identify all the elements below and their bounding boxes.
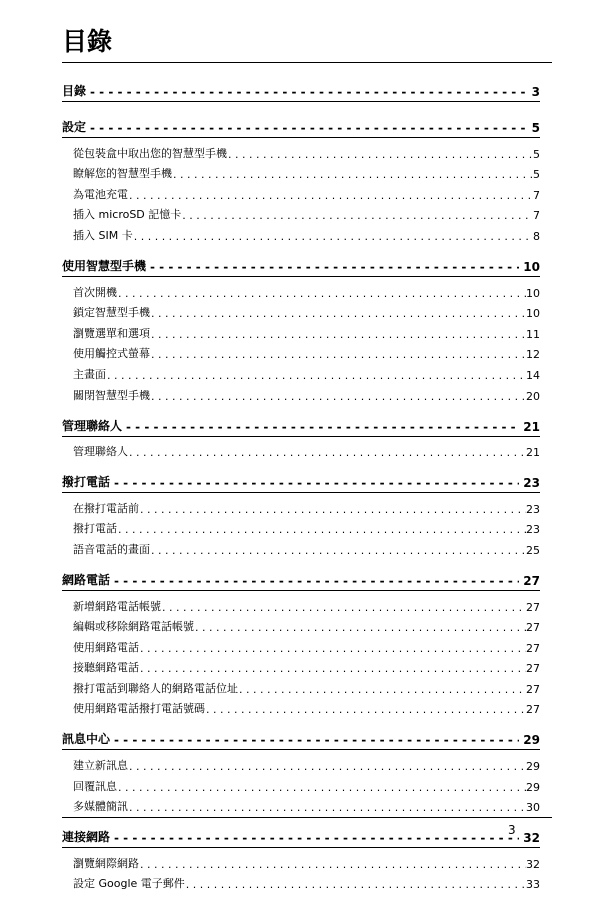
toc-subsection-entry[interactable] xyxy=(62,161,540,182)
toc-subsection-label: 接聽網路電話 xyxy=(73,661,139,675)
toc-section-page: 27 xyxy=(523,573,540,588)
toc-section-label: 設定 xyxy=(62,120,87,134)
toc-section-entry[interactable] xyxy=(62,409,540,434)
toc-subsection-entry[interactable] xyxy=(62,361,540,382)
footer-divider xyxy=(62,817,552,818)
toc-subsection-page: 5 xyxy=(533,168,540,182)
toc-subsection-entry[interactable] xyxy=(62,516,540,537)
toc-subsection-page: 23 xyxy=(526,502,540,516)
toc-subsection-entry[interactable] xyxy=(62,382,540,403)
toc-dot-leader xyxy=(133,230,533,243)
toc-dash-leader xyxy=(110,574,519,588)
toc-dot-leader xyxy=(117,523,526,536)
toc-section-page: 5 xyxy=(531,121,540,135)
toc-section-entry[interactable] xyxy=(62,563,540,588)
toc-subsection-entry[interactable] xyxy=(62,675,540,696)
toc-subsection-entry[interactable] xyxy=(62,320,540,341)
toc-subsection-page: 33 xyxy=(526,878,540,892)
toc-subsection-entry[interactable] xyxy=(62,794,540,815)
toc-section-items xyxy=(62,137,540,243)
toc-dot-leader xyxy=(185,878,526,891)
toc-subsection-entry[interactable] xyxy=(62,634,540,655)
toc-section-items xyxy=(62,749,540,814)
toc-subsection-page: 14 xyxy=(526,368,540,382)
toc-subsection-page: 25 xyxy=(526,543,540,557)
toc-subsection-label: 插入 microSD 記憶卡 xyxy=(73,208,182,222)
toc-subsection-entry[interactable] xyxy=(62,593,540,614)
toc-subsection-label: 使用觸控式螢幕 xyxy=(73,347,150,361)
toc-dot-leader xyxy=(117,781,526,794)
toc-subsection-page: 27 xyxy=(526,641,540,655)
toc-dot-leader xyxy=(150,544,526,557)
toc-section-entry[interactable] xyxy=(62,74,540,99)
toc-subsection-label: 為電池充電 xyxy=(73,187,128,201)
toc-section-page: 32 xyxy=(523,831,540,846)
toc-subsection-entry[interactable] xyxy=(62,341,540,362)
toc-dash-leader xyxy=(146,260,519,274)
toc-subsection-entry[interactable] xyxy=(62,614,540,635)
toc-subsection-label: 多媒體簡訊 xyxy=(73,800,128,814)
toc-dash-leader xyxy=(122,420,519,434)
toc-dash-leader xyxy=(110,733,519,747)
toc-subsection-page: 29 xyxy=(526,780,540,794)
toc-subsection-page: 32 xyxy=(526,857,540,871)
toc-section-entry[interactable] xyxy=(62,722,540,747)
toc-subsection-label: 新增網路電話帳號 xyxy=(73,599,161,613)
toc-subsection-entry[interactable] xyxy=(62,752,540,773)
toc-dot-leader xyxy=(128,801,526,814)
toc-dot-leader xyxy=(181,209,533,222)
toc-subsection-page: 7 xyxy=(533,209,540,223)
toc-subsection-page: 29 xyxy=(526,760,540,774)
toc-subsection-label: 關閉智慧型手機 xyxy=(73,388,150,402)
toc-section-items xyxy=(62,436,540,460)
toc-dot-leader xyxy=(150,348,526,361)
toc-section-page: 3 xyxy=(531,85,540,99)
toc-dot-leader xyxy=(139,662,526,675)
toc-dot-leader xyxy=(238,683,526,696)
toc-subsection-label: 語音電話的畫面 xyxy=(73,542,150,556)
toc-dot-leader xyxy=(106,369,526,382)
toc-section-label: 使用智慧型手機 xyxy=(62,258,147,273)
toc-dash-leader xyxy=(110,476,519,490)
toc-section-page: 29 xyxy=(523,733,540,748)
toc-subsection-page: 27 xyxy=(526,682,540,696)
toc-dot-leader xyxy=(139,858,526,871)
toc-subsection-label: 鎖定智慧型手機 xyxy=(73,306,150,320)
toc-section-page: 23 xyxy=(523,476,540,491)
toc-dot-leader xyxy=(128,189,533,202)
toc-dash-leader xyxy=(86,85,528,99)
toc-subsection-entry[interactable] xyxy=(62,181,540,202)
toc-section-items xyxy=(62,276,540,403)
toc-subsection-label: 主畫面 xyxy=(73,367,106,381)
toc-dot-leader xyxy=(161,601,526,614)
toc-subsection-page: 5 xyxy=(533,147,540,161)
page-title: 目錄 xyxy=(62,27,113,56)
toc-subsection-label: 撥打電話 xyxy=(73,522,117,536)
toc-subsection-entry[interactable] xyxy=(62,202,540,223)
toc-dash-leader xyxy=(110,831,519,845)
toc-subsection-entry[interactable] xyxy=(62,773,540,794)
toc-dot-leader xyxy=(128,760,526,773)
toc-subsection-entry[interactable] xyxy=(62,439,540,460)
toc-section-items xyxy=(62,492,540,557)
toc-subsection-page: 10 xyxy=(526,286,540,300)
toc-dot-leader xyxy=(194,621,526,634)
toc-subsection-label: 瀏覽選單和選項 xyxy=(73,326,150,340)
toc-section-label: 目錄 xyxy=(62,84,87,98)
toc-subsection-page: 10 xyxy=(526,307,540,321)
toc-subsection-entry[interactable] xyxy=(62,140,540,161)
toc-subsection-page: 23 xyxy=(526,523,540,537)
toc-subsection-label: 在撥打電話前 xyxy=(73,501,139,515)
toc-subsection-label: 回覆訊息 xyxy=(73,779,117,793)
toc-subsection-page: 21 xyxy=(526,446,540,460)
toc-subsection-page: 20 xyxy=(526,389,540,403)
toc-subsection-page: 27 xyxy=(526,621,540,635)
toc-subsection-page: 30 xyxy=(526,801,540,815)
toc-subsection-page: 12 xyxy=(526,348,540,362)
toc-subsection-page: 11 xyxy=(526,327,540,341)
toc-dot-leader xyxy=(150,390,526,403)
toc-subsection-page: 27 xyxy=(526,662,540,676)
toc-dot-leader xyxy=(227,148,533,161)
toc-subsection-entry[interactable] xyxy=(62,655,540,676)
toc-subsection-label: 首次開機 xyxy=(73,285,117,299)
toc-subsection-entry[interactable] xyxy=(62,495,540,516)
toc-subsection-entry[interactable] xyxy=(62,536,540,557)
toc-section-items xyxy=(62,847,540,891)
toc-dot-leader xyxy=(139,503,526,516)
toc-subsection-label: 設定 Google 電子郵件 xyxy=(73,877,185,891)
toc-subsection-label: 瞭解您的智慧型手機 xyxy=(73,167,172,181)
toc-subsection-entry[interactable] xyxy=(62,300,540,321)
table-of-contents xyxy=(62,74,540,897)
toc-subsection-entry[interactable] xyxy=(62,279,540,300)
toc-subsection-label: 建立新訊息 xyxy=(73,759,128,773)
toc-section-label: 網路電話 xyxy=(62,572,111,587)
toc-subsection-label: 從包裝盒中取出您的智慧型手機 xyxy=(73,146,227,160)
toc-subsection-page: 27 xyxy=(526,600,540,614)
toc-subsection-label: 瀏覽網際網路 xyxy=(73,856,139,870)
toc-subsection-label: 使用網路電話 xyxy=(73,640,139,654)
toc-dot-leader xyxy=(150,307,526,320)
toc-section-items xyxy=(62,590,540,717)
toc-subsection-entry[interactable] xyxy=(62,696,540,717)
toc-dash-leader xyxy=(86,121,528,135)
toc-subsection-label: 撥打電話到聯絡人的網路電話位址 xyxy=(73,681,238,695)
toc-subsection-label: 管理聯絡人 xyxy=(73,445,128,459)
toc-section-entry[interactable] xyxy=(62,249,540,274)
page-number: 3 xyxy=(508,823,516,837)
toc-subsection-entry[interactable] xyxy=(62,222,540,243)
toc-section-label: 撥打電話 xyxy=(62,475,111,490)
toc-dot-leader xyxy=(139,642,526,655)
toc-section-entry[interactable] xyxy=(62,820,540,845)
toc-dot-leader xyxy=(128,446,526,459)
toc-dot-leader xyxy=(117,287,526,300)
toc-dot-leader xyxy=(172,168,533,181)
toc-subsection-entry[interactable] xyxy=(62,871,540,892)
toc-section-entry[interactable] xyxy=(62,110,540,135)
toc-subsection-label: 使用網路電話撥打電話號碼 xyxy=(73,702,205,716)
toc-subsection-page: 27 xyxy=(526,703,540,717)
toc-section-page: 21 xyxy=(523,419,540,434)
toc-subsection-label: 插入 SIM 卡 xyxy=(73,228,133,242)
toc-section-label: 連接網路 xyxy=(62,830,111,845)
toc-section-label: 訊息中心 xyxy=(62,732,111,747)
toc-subsection-label: 編輯或移除網路電話帳號 xyxy=(73,620,194,634)
toc-dot-leader xyxy=(205,703,526,716)
toc-section-page: 10 xyxy=(523,259,540,274)
toc-section-entry[interactable] xyxy=(62,465,540,490)
toc-section-items xyxy=(62,101,540,104)
toc-section-label: 管理聯絡人 xyxy=(62,418,123,433)
toc-subsection-page: 8 xyxy=(533,229,540,243)
toc-dot-leader xyxy=(150,328,526,341)
title-divider xyxy=(62,62,552,63)
toc-subsection-page: 7 xyxy=(533,188,540,202)
